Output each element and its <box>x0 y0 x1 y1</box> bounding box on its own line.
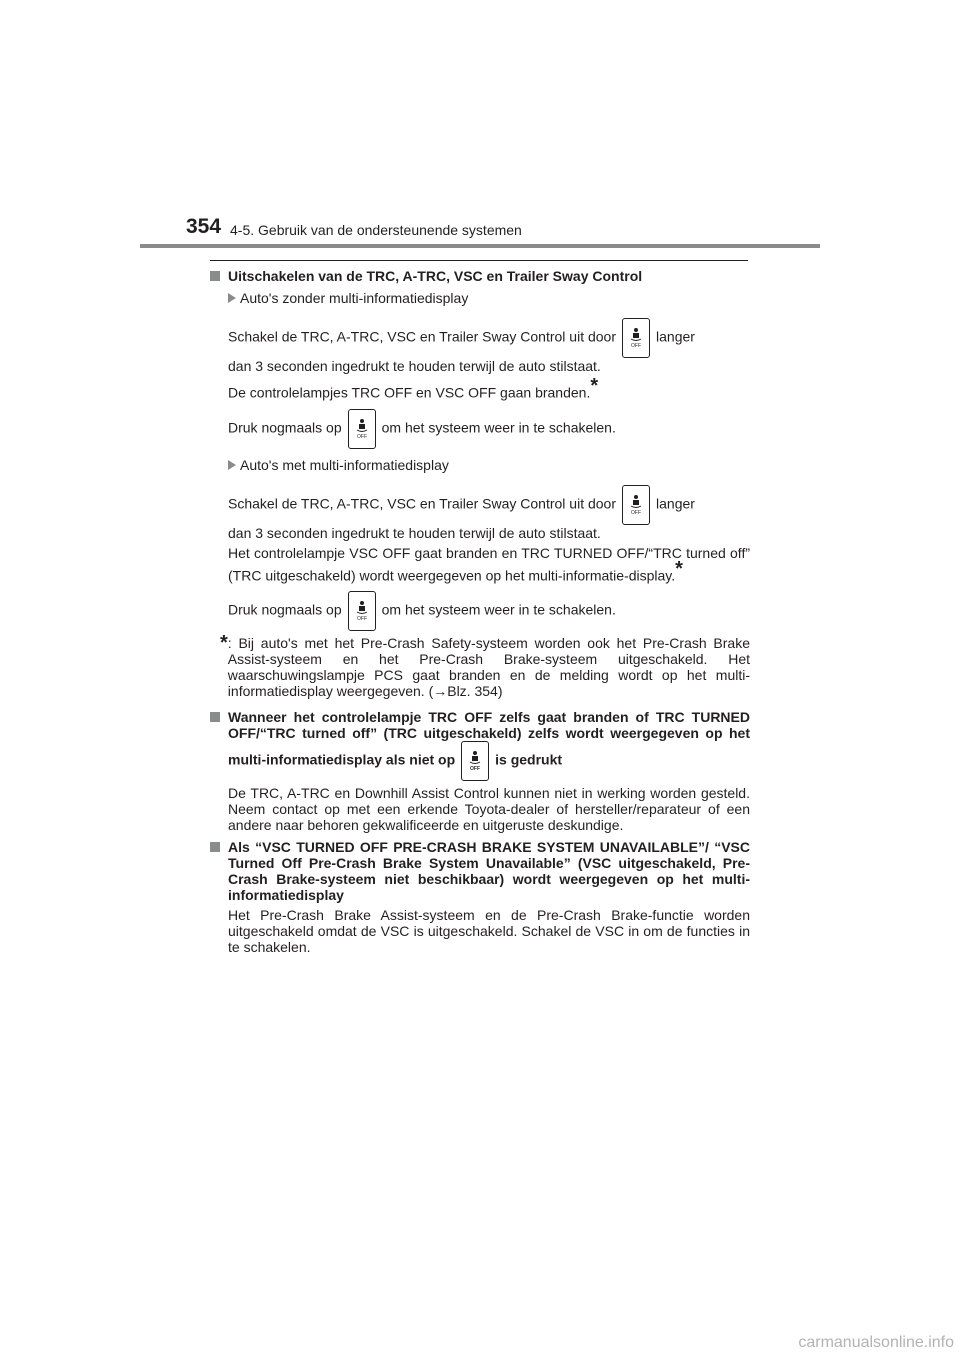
paragraph-text: Druk nogmaals op <box>228 602 342 619</box>
paragraph-text: om het systeem weer in te schakelen. <box>381 419 616 436</box>
paragraph-text: Schakel de TRC, A-TRC, VSC en Trailer Sway Control uit door <box>228 495 617 512</box>
heading-text: Wanneer het controlelampje TRC OFF zelfs gaat branden of TRC TURNED OFF/“TRC turned off” (TRC uitgeschakeld) zelfs wordt weergegeven op het multi-informatiedisplay als niet op <box>228 709 750 769</box>
heading-square-icon <box>210 842 220 852</box>
bullet-no-mid <box>210 290 750 306</box>
paragraph <box>210 318 750 374</box>
watermark: carmanualsonline.info <box>798 1334 954 1351</box>
paragraph <box>210 485 750 541</box>
footnote-mark: * <box>220 632 228 655</box>
svg-text:OFF: OFF <box>631 343 642 349</box>
vsc-off-button-icon <box>348 409 376 449</box>
paragraph: Het Pre-Crash Brake Assist-systeem en de Pre-Crash Brake-functie worden uitgeschakeld omdat de VSC is uitgeschakeld. Schakel de VSC in om de functies in te schakelen. <box>228 907 750 956</box>
triangle-bullet-icon <box>228 293 236 303</box>
svg-text:OFF: OFF <box>470 766 481 773</box>
paragraph-text: dan 3 seconden ingedrukt te houden terwijl de auto stilstaat. <box>228 524 601 541</box>
paragraph <box>210 591 750 631</box>
bullet-with-mid <box>210 457 750 473</box>
paragraph <box>210 375 750 401</box>
heading-text: Als “VSC TURNED OFF PRE-CRASH BRAKE SYSTEM UNAVAILABLE”/ “VSC Turned Off Pre-Crash Brake System Unavailable” (VSC uitgeschakeld, Pre-Crash Brake-systeem niet beschikbaar) wordt weergegeven op het multi-informatiedisplay <box>228 839 750 904</box>
section-rule <box>210 260 748 261</box>
heading-text: is gedrukt <box>495 752 563 769</box>
footnote-mark: * <box>675 557 683 580</box>
bullet-text: Auto's zonder multi-informatiedisplay <box>240 290 469 306</box>
page-number: 354 <box>186 215 222 238</box>
paragraph-text: Druk nogmaals op <box>228 419 342 436</box>
triangle-bullet-icon <box>228 460 236 470</box>
heading-square-icon <box>210 712 220 722</box>
heading-text: Uitschakelen van de TRC, A-TRC, VSC en Trailer Sway Control <box>228 268 643 284</box>
paragraph <box>210 545 750 584</box>
paragraph-text: langer <box>656 495 695 512</box>
section-title: 4-5. Gebruik van de ondersteunende systemen <box>230 222 522 238</box>
heading-pcs-unavailable <box>210 839 750 903</box>
paragraph-text: dan 3 seconden ingedrukt te houden terwijl de auto stilstaat. <box>228 358 601 374</box>
paragraph-text: Het controlelampje VSC OFF gaat branden en TRC TURNED OFF/“TRC turned off” (TRC uitgeschakeld) wordt weergegeven op het multi-informatie-display. <box>228 544 750 584</box>
vsc-off-button-icon <box>461 741 489 781</box>
footnote <box>210 632 750 700</box>
footnote-text: : Bij auto's met het Pre-Crash Safety-systeem worden ook het Pre-Crash Brake Assist-systeem en het Pre-Crash Brake-systeem uitgeschakeld. Het waarschuwingslampje PCS gaat branden en de melding wordt op het multi-informatiedisplay weergegeven. (→Blz. 354) <box>227 635 750 700</box>
page-content <box>210 266 750 955</box>
heading-square-icon <box>210 271 220 281</box>
paragraph-text: De controlelampjes TRC OFF en VSC OFF gaan branden. <box>228 384 591 401</box>
svg-text:OFF: OFF <box>356 433 367 440</box>
heading-disable-trc <box>210 268 750 284</box>
paragraph-text: Schakel de TRC, A-TRC, VSC en Trailer Sway Control uit door <box>228 328 617 345</box>
paragraph-text: om het systeem weer in te schakelen. <box>381 602 616 619</box>
vsc-off-button-icon <box>348 591 376 631</box>
vsc-off-button-icon <box>622 318 650 358</box>
svg-text:OFF: OFF <box>631 509 642 516</box>
bullet-text: Auto's met multi-informatiedisplay <box>240 456 449 473</box>
header-rule <box>140 244 820 248</box>
svg-text:OFF: OFF <box>356 616 367 623</box>
vsc-off-button-icon <box>622 485 650 525</box>
paragraph: De TRC, A-TRC en Downhill Assist Control kunnen niet in werking worden gesteld. Neem contact op met een erkende Toyota-dealer of hersteller/reparateur of een andere naar behoren gekwalificeerde en uitgeruste deskundige. <box>228 785 750 834</box>
heading-trc-off-warning <box>210 709 750 781</box>
paragraph-text: langer <box>656 328 695 345</box>
footnote-mark: * <box>590 375 599 397</box>
paragraph <box>210 409 750 449</box>
